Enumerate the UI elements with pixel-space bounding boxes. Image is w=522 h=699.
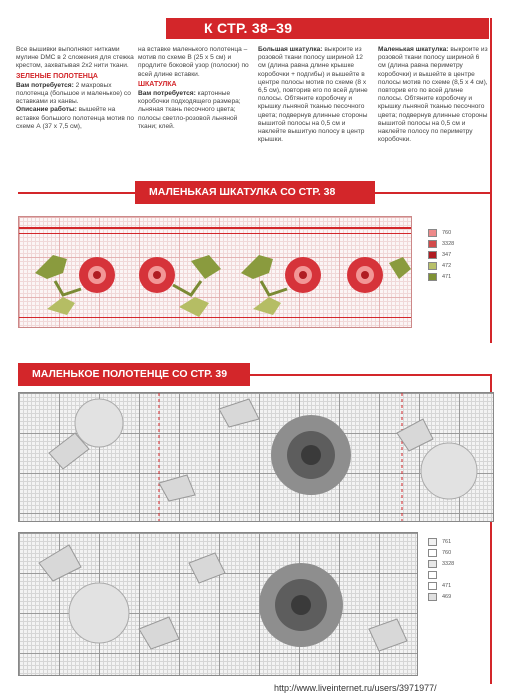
leaf-shape-4 — [369, 619, 407, 651]
swatch-760 — [428, 229, 437, 237]
text-column-1 — [16, 46, 134, 131]
towel-motif-b — [19, 533, 417, 675]
towel-chart-b — [18, 532, 418, 676]
rose-motif-4 — [347, 257, 411, 293]
need-text: 2 махровых полотенца (большое и маленькое) со вставками из канвы. — [16, 81, 131, 106]
key2-row-469 — [428, 593, 468, 602]
rose-shape-light — [69, 583, 129, 643]
swatch-472 — [428, 262, 437, 270]
need-label: Вам потребуется: — [16, 81, 74, 89]
key-row-3328 — [428, 240, 468, 249]
leaf-large — [241, 255, 273, 279]
section2-title: МАЛЕНЬКОЕ ПОЛОТЕНЦЕ СО СТР. 39 — [32, 368, 228, 380]
section1-banner — [135, 181, 375, 204]
key2-row-471 — [428, 582, 468, 591]
leaf-large — [35, 255, 67, 279]
key-code-3328: 3328 — [442, 241, 455, 247]
swatch-471 — [428, 273, 437, 281]
box-need-label: Вам потребуется: — [138, 90, 196, 98]
chart-stripe-bottom — [19, 317, 411, 318]
small-towel-text: на вставке маленького полотенца – мотив по схеме В (25 х 5 см) и продлите боковой узор (полоски) по всей длине вставки. — [138, 46, 249, 78]
heading-box: ШКАТУЛКА — [138, 80, 177, 88]
leaf-shape-3 — [189, 553, 225, 583]
key2-code-761: 761 — [442, 539, 452, 545]
leaf-small — [253, 297, 281, 315]
key2-code-471: 471 — [442, 583, 452, 589]
heading-green-towels: ЗЕЛЕНЫЕ ПОЛОТЕНЦА — [16, 72, 98, 80]
rose-motif-2 — [139, 255, 221, 317]
work-text: вышейте на вставке большого полотенца мотив по схеме А (37 х 7,5 см), — [16, 106, 134, 130]
leaf-shape-1 — [39, 545, 81, 581]
small-box-label: Маленькая шкатулка: — [378, 46, 449, 53]
key2-code-469: 469 — [442, 594, 452, 600]
rose-core — [361, 271, 369, 279]
rose-border-chart — [18, 216, 412, 328]
key-code-347: 347 — [442, 252, 452, 258]
work-label: Описание работы: — [16, 106, 77, 114]
swatch-469 — [428, 593, 437, 601]
small-box-text: выкроите из розовой ткани полосу шириной 6 см (длина равна периметру коробочки) и вышейте в центре полосы мотив по схеме (8,5 х 4 см), повторив его по всей длине полосы. Обтяните коробочку и крышку льняной тканью песочного цвета; подвернув длинные стороны вышитой полосы на 0,5 см и наклейте полосу по периметру коробочки. — [378, 46, 488, 144]
leaf-large — [191, 255, 221, 279]
rose-shape-core — [301, 445, 321, 465]
big-box-text: выкроите из розовой ткани полосу шириной 12 см (длина равна длине крышке коробочки + подгибы) и вышейте в центре полосы мотив по схеме (8 х 6,5 см), повторив его по всей длине полосы. Обтяните коробочку и крышку льняной тканью песочного цвета; подвернув длинные стороны вышитой полосы на 0,5 см и наклейте вышитую полосу в центр крышки. — [258, 46, 368, 144]
section1-rule-right — [375, 192, 490, 194]
text-column-2 — [138, 46, 252, 131]
big-box-paragraph — [258, 46, 372, 144]
text-column-3 — [258, 46, 372, 144]
rose-border-motif — [19, 217, 411, 327]
rose-core — [153, 271, 161, 279]
swatch-347 — [428, 251, 437, 259]
swatch-471 — [428, 582, 437, 590]
towel-motif-a — [19, 393, 493, 521]
color-key-1 — [428, 229, 468, 289]
right-border-line — [490, 18, 492, 343]
page-header — [166, 18, 489, 39]
chart-stripe-top-2 — [19, 233, 411, 234]
rose-motif-1 — [35, 255, 115, 315]
big-box-label: Большая шкатулка: — [258, 46, 323, 53]
section2-rule-right — [250, 374, 490, 376]
swatch-blank — [428, 571, 437, 579]
rose-shape-core — [291, 595, 311, 615]
intro-text: Все вышивки выполняют нитками мулине DMC в 2 сложения для стежка крестом, захватывая 2х2 нити ткани. — [16, 46, 134, 70]
key-code-471: 471 — [442, 274, 452, 280]
swatch-3328 — [428, 240, 437, 248]
rose-core — [93, 271, 101, 279]
section1-rule-left — [18, 192, 135, 194]
work-paragraph — [16, 106, 134, 131]
key-code-760: 760 — [442, 230, 452, 236]
section1-title: МАЛЕНЬКАЯ ШКАТУЛКА СО СТР. 38 — [149, 186, 336, 198]
key2-row-761 — [428, 538, 468, 547]
rose-core — [299, 271, 307, 279]
key-code-472: 472 — [442, 263, 452, 269]
leaf-shape-2 — [159, 475, 195, 501]
rose-motif-3 — [241, 255, 321, 315]
chart-stripe-top — [19, 227, 411, 229]
key-row-472 — [428, 262, 468, 271]
swatch-760 — [428, 549, 437, 557]
box-need-paragraph — [138, 90, 252, 131]
key2-code-760: 760 — [442, 550, 452, 556]
key-row-347 — [428, 251, 468, 260]
source-url: http://www.liveinternet.ru/users/3971977/ — [274, 683, 437, 693]
swatch-3328 — [428, 560, 437, 568]
key2-code-3328: 3328 — [442, 561, 455, 567]
stem — [173, 281, 201, 295]
text-column-4 — [378, 46, 488, 144]
swatch-761 — [428, 538, 437, 546]
section2-banner — [18, 363, 250, 386]
small-box-paragraph — [378, 46, 488, 144]
leaf-shape-2 — [139, 617, 179, 649]
rose-shape-light-2 — [421, 443, 477, 499]
leaf-small — [47, 297, 75, 315]
key2-row-3328 — [428, 560, 468, 569]
key2-row-760 — [428, 549, 468, 558]
towel-chart-a — [18, 392, 494, 522]
key2-row-blank — [428, 571, 468, 580]
leaf-small — [179, 297, 209, 317]
rose-shape-light — [75, 399, 123, 447]
box-need-text: картонные коробочки подходящего размера; льняная ткань песочного цвета; полосы светло-розовой льняной ткани; клей. — [138, 90, 241, 130]
key-row-760 — [428, 229, 468, 238]
stem — [261, 281, 287, 295]
leaf-large — [389, 257, 411, 279]
leaf-shape-3 — [219, 399, 259, 427]
key-row-471 — [428, 273, 468, 282]
color-key-2 — [428, 538, 468, 604]
need-paragraph — [16, 82, 134, 107]
page-title: К СТР. 38–39 — [204, 20, 293, 36]
stem — [55, 281, 81, 295]
